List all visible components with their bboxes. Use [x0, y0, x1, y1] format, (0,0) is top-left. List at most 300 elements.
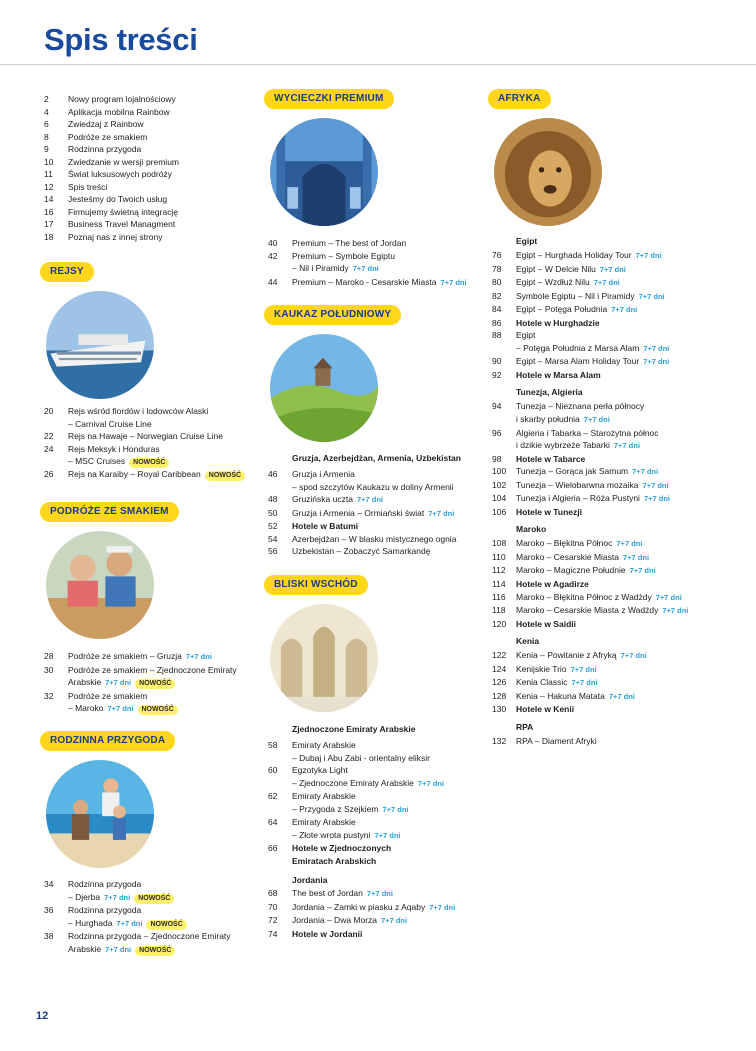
duration-tag: 7+7 dni	[417, 778, 444, 788]
toc-entry-text: Rodzinna przygoda	[68, 144, 142, 155]
toc-entry	[492, 453, 732, 466]
toc-entry	[492, 649, 732, 663]
toc-entry-title	[516, 676, 732, 690]
toc-entry-title	[292, 752, 478, 765]
toc-entry-title	[516, 479, 732, 493]
toc-page-number: 62	[268, 791, 278, 802]
toc-entry	[44, 193, 244, 206]
toc-entry	[268, 752, 478, 765]
toc-entry-title	[68, 468, 254, 481]
toc-entry-title	[68, 904, 254, 917]
duration-tag: 7+7 dni	[655, 592, 682, 602]
toc-entry	[44, 690, 254, 703]
toc-entry-text: – Złote wrota pustyni	[292, 829, 371, 840]
toc-entry-title	[292, 764, 478, 777]
page-title: Spis treści	[44, 22, 198, 57]
toc-entry-title	[68, 418, 254, 431]
toc-entry-title	[292, 829, 478, 843]
toc-page-number	[268, 829, 292, 843]
section-pill-rejsy: REJSY	[40, 262, 94, 282]
duration-tag: 7+7 dni	[642, 480, 669, 490]
country-heading: Maroko	[516, 524, 547, 535]
toc-entry-title	[68, 664, 254, 677]
new-badge: NOWOŚĆ	[135, 946, 175, 956]
toc-page-number: 96	[492, 427, 502, 438]
toc-entry	[44, 106, 244, 119]
toc-entry-text: Egipt – Potęga Południa	[516, 304, 608, 315]
rejsy-list	[44, 405, 254, 481]
toc-entry	[268, 739, 478, 752]
toc-entry	[492, 506, 732, 519]
toc-entry-text: Kenia Classic	[516, 677, 568, 688]
toc-entry-text: – Potęga Południa z Marsa Alam	[516, 342, 640, 353]
toc-page-number: 34	[44, 879, 54, 889]
toc-page-number: 28	[44, 651, 54, 661]
duration-tag: 7+7 dni	[105, 678, 132, 688]
toc-entry-title	[516, 413, 732, 427]
toc-entry	[492, 342, 732, 356]
toc-page-number: 64	[268, 817, 278, 828]
toc-entry	[492, 537, 732, 551]
toc-entry	[268, 777, 478, 791]
toc-entry-text: Egipt – Wzdłuż Nilu	[516, 277, 590, 288]
toc-entry-text: Algieria i Tabarka – Starożytna północ	[516, 427, 659, 438]
duration-tag: 7+7 dni	[643, 494, 671, 504]
toc-entry-title	[68, 193, 244, 206]
toc-entry	[44, 702, 254, 716]
toc-page-number: 54	[268, 533, 278, 544]
toc-entry-text: Emiraty Arabskie	[292, 817, 356, 828]
toc-page-number: 42	[268, 250, 278, 261]
section-pill-wschod: BLISKI WSCHÓD	[264, 575, 368, 595]
toc-entry-title	[292, 803, 478, 817]
country-heading: RPA	[516, 721, 534, 732]
toc-entry-title	[516, 263, 732, 277]
toc-entry	[44, 443, 254, 456]
duration-tag: 7+7 dni	[440, 277, 467, 287]
toc-entry-text: i skarby południa	[516, 414, 580, 425]
toc-page-number: 112	[492, 565, 506, 576]
toc-entry	[268, 803, 478, 817]
duration-tag: 7+7 dni	[374, 830, 401, 840]
toc-entry-title	[68, 218, 244, 231]
toc-entry	[44, 143, 244, 156]
toc-page-number	[44, 418, 68, 431]
toc-entry-text: Kenijskie Trio	[516, 663, 567, 674]
section-pill-afryka: AFRYKA	[488, 89, 551, 109]
toc-entry	[492, 369, 732, 382]
toc-entry-title	[516, 400, 732, 413]
toc-entry-title	[516, 249, 732, 263]
toc-page-number: 12	[44, 181, 54, 192]
toc-entry-text: Egipt	[516, 330, 536, 341]
toc-entry	[44, 430, 254, 443]
toc-entry-text: Azerbejdżan – W blasku mistycznego ognia	[292, 533, 457, 544]
premium-list	[268, 237, 478, 289]
toc-entry	[44, 891, 254, 905]
rodzinna-list	[44, 878, 254, 956]
toc-entry	[492, 290, 732, 304]
toc-page-number: 16	[44, 206, 54, 217]
toc-entry	[492, 618, 732, 631]
toc-page-number: 48	[268, 494, 278, 505]
toc-page-number: 56	[268, 546, 278, 557]
toc-page-number: 36	[44, 905, 54, 916]
toc-entry-text: Symbole Egiptu – Nil i Piramidy	[516, 290, 635, 301]
duration-tag: 7+7 dni	[428, 508, 455, 518]
duration-tag: 7+7 dni	[643, 357, 670, 367]
toc-entry-title	[68, 943, 254, 957]
family-beach-photo	[46, 760, 154, 868]
toc-entry	[44, 156, 244, 169]
toc-entry	[492, 249, 732, 263]
toc-entry	[44, 878, 254, 891]
toc-entry-title	[516, 317, 732, 330]
toc-entry	[44, 904, 254, 917]
toc-page-number	[44, 943, 68, 957]
toc-entry-title	[516, 663, 732, 677]
toc-page-number: 66	[268, 843, 278, 854]
toc-entry	[44, 405, 254, 418]
toc-page-number: 126	[492, 677, 507, 688]
toc-entry	[492, 676, 732, 690]
toc-entry	[268, 914, 478, 928]
toc-entry	[492, 427, 732, 440]
toc-entry	[492, 735, 732, 748]
duration-tag: 7+7 dni	[356, 495, 384, 505]
toc-page-number: 32	[44, 690, 54, 701]
new-badge: NOWOŚĆ	[205, 471, 245, 481]
toc-entry-title	[292, 237, 478, 250]
toc-entry	[492, 465, 732, 479]
toc-page-number: 122	[492, 650, 507, 661]
duration-tag: 7+7 dni	[622, 552, 650, 562]
country-list	[492, 649, 732, 716]
toc-entry	[492, 703, 732, 716]
toc-entry-text: – Hurghada	[68, 917, 113, 928]
toc-entry-title	[516, 649, 732, 663]
toc-page-number: 14	[44, 194, 54, 205]
toc-page-number: 114	[492, 579, 506, 590]
toc-entry	[44, 418, 254, 431]
duration-tag: 7+7 dni	[616, 539, 643, 549]
toc-page-number: 76	[492, 250, 502, 260]
toc-entry-text: Premium – Maroko - Cesarskie Miasta	[292, 276, 437, 287]
toc-page-number: 130	[492, 704, 507, 715]
toc-page-number: 94	[492, 401, 502, 412]
toc-entry-title	[516, 690, 732, 704]
toc-page-number: 82	[492, 290, 502, 301]
toc-entry-title	[292, 790, 478, 803]
toc-entry-text: Egipt – W Delcie Nilu	[516, 263, 596, 274]
duration-tag: 7+7 dni	[635, 251, 662, 260]
toc-entry-title	[516, 604, 732, 618]
toc-entry	[268, 829, 478, 843]
duration-tag: 7+7 dni	[429, 902, 456, 912]
section-pill-smak: PODRÓŻE ZE SMAKIEM	[40, 502, 179, 522]
toc-entry-title	[516, 703, 732, 716]
lion-photo	[494, 118, 602, 226]
toc-page-number: 84	[492, 304, 502, 315]
toc-entry-text: Hotele w Kenii	[516, 704, 575, 715]
toc-page-number: 132	[492, 735, 507, 746]
duration-tag: 7+7 dni	[107, 704, 134, 714]
toc-entry-title	[292, 533, 478, 546]
duration-tag: 7+7 dni	[105, 944, 132, 954]
toc-entry	[268, 816, 478, 829]
toc-page-number: 22	[44, 431, 54, 442]
toc-page-number: 10	[44, 156, 54, 167]
toc-entry-title	[292, 493, 478, 507]
toc-entry-text: Rejs wśród fiordów i lodowców Alaski	[68, 406, 209, 416]
toc-page-number: 52	[268, 521, 278, 532]
new-badge: NOWOŚĆ	[129, 458, 169, 468]
toc-entry-text: Podróże ze smakiem	[68, 131, 148, 142]
toc-entry-text: Świat luksusowych podróży	[68, 169, 172, 180]
toc-entry-text: Jordania – Zamki w piasku z Aqaby	[292, 901, 426, 912]
kaukaz-list	[268, 468, 478, 558]
smak-list	[44, 650, 254, 716]
toc-page-number: 110	[492, 551, 506, 562]
toc-page-number: 11	[44, 169, 53, 180]
toc-entry-text: Nowy program lojalnościowy	[68, 94, 176, 104]
toc-entry-title	[68, 206, 244, 219]
toc-entry-text: Rodzinna przygoda	[68, 879, 142, 889]
toc-entry	[492, 413, 732, 427]
toc-entry-title	[292, 520, 478, 533]
toc-entry	[44, 917, 254, 931]
toc-entry	[44, 943, 254, 957]
toc-page-number	[268, 803, 292, 817]
toc-entry-title	[516, 618, 732, 631]
toc-page-number: 40	[268, 238, 278, 248]
toc-entry-text: Kenia – Hakuna Matata	[516, 690, 605, 701]
country-list	[492, 735, 732, 748]
header-divider	[0, 64, 756, 65]
toc-page-number: 88	[492, 330, 502, 341]
toc-entry-text: Hotele w Hurghadzie	[516, 317, 600, 328]
toc-entry-title	[292, 262, 478, 276]
mosque-dome-photo	[270, 118, 378, 226]
toc-page-number	[44, 891, 68, 905]
duration-tag: 7+7 dni	[381, 916, 408, 926]
toc-entry-text: Business Travel Managment	[68, 219, 176, 230]
toc-entry-title	[292, 545, 478, 558]
toc-entry-text: Kenia – Powitanie z Afryką	[516, 650, 617, 661]
toc-entry-title	[68, 930, 254, 943]
toc-entry-text: – Carnival Cruise Line	[68, 418, 152, 429]
duration-tag: 7+7 dni	[352, 264, 379, 274]
toc-entry-text: Emiraty Arabskie	[292, 791, 356, 802]
toc-page-number: 17	[44, 219, 54, 230]
toc-entry-title	[516, 465, 732, 479]
duration-tag: 7+7 dni	[629, 566, 656, 576]
toc-entry-title	[68, 443, 254, 456]
toc-entry	[44, 168, 244, 181]
toc-entry-title	[68, 168, 244, 181]
toc-entry-title	[68, 181, 244, 194]
toc-page-number: 74	[268, 928, 278, 939]
grand-mosque-photo	[270, 604, 378, 712]
intro-list	[44, 93, 244, 244]
toc-entry-text: – Djerba	[68, 891, 101, 902]
toc-entry	[492, 400, 732, 413]
toc-entry-text: Maroko – Cesarskie Miasta	[516, 551, 619, 562]
toc-page-number: 24	[44, 443, 54, 454]
afryka-groups	[492, 236, 732, 748]
jordan-heading: Jordania	[292, 875, 328, 885]
toc-entry-title	[516, 506, 732, 519]
duration-tag: 7+7 dni	[638, 291, 665, 301]
toc-entry-text: Egipt – Marsa Alam Holiday Tour	[516, 356, 640, 367]
new-badge: NOWOŚĆ	[134, 894, 174, 904]
new-badge: NOWOŚĆ	[146, 920, 186, 930]
toc-entry-title	[68, 676, 254, 690]
toc-entry-title	[292, 842, 478, 855]
toc-entry-title	[68, 156, 244, 169]
toc-entry-text: Tunezja – Wielobarwna mozaika	[516, 479, 639, 490]
toc-page-number	[268, 262, 292, 276]
toc-entry-text: Arabskie	[68, 677, 102, 688]
toc-entry-title	[516, 439, 732, 453]
toc-entry-title	[68, 143, 244, 156]
toc-entry-title	[68, 106, 244, 119]
toc-entry-title	[516, 537, 732, 551]
toc-page-number: 90	[492, 356, 502, 367]
toc-entry-text: – Przygoda z Szejkiem	[292, 803, 379, 814]
toc-entry-title	[68, 917, 254, 931]
duration-tag: 7+7 dni	[599, 264, 626, 274]
toc-entry	[44, 468, 254, 481]
toc-entry-title	[292, 887, 478, 901]
new-badge: NOWOŚĆ	[138, 705, 178, 715]
toc-page-number: 80	[492, 277, 502, 288]
country-heading: Kenia	[516, 636, 540, 647]
toc-entry	[268, 481, 478, 494]
toc-entry-text: – spod szczytów Kaukazu w doliny Armenii	[292, 481, 454, 492]
toc-entry	[268, 855, 478, 868]
toc-entry-text: Egzotyka Light	[292, 765, 348, 776]
toc-entry-text: Arabskie	[68, 943, 102, 954]
toc-entry-title	[68, 93, 244, 106]
cruise-ship-photo	[46, 291, 154, 399]
toc-page-number	[492, 439, 516, 453]
toc-entry	[492, 551, 732, 565]
toc-entry	[268, 262, 478, 276]
toc-entry-title	[68, 131, 244, 144]
toc-entry	[268, 887, 478, 901]
toc-page-number	[44, 702, 68, 716]
toc-entry-title	[292, 739, 478, 752]
toc-entry-text: Rodzinna przygoda	[68, 905, 142, 916]
toc-entry-text: Aplikacja mobilna Rainbow	[68, 106, 170, 117]
toc-entry-title	[292, 777, 478, 791]
toc-entry-text: Emiratach Arabskich	[292, 855, 377, 866]
toc-entry-title	[292, 276, 478, 290]
toc-entry-title	[292, 816, 478, 829]
toc-entry-text: Tunezja – Nieznana perła północy	[516, 401, 645, 412]
toc-entry-title	[292, 901, 478, 915]
food-travel-photo	[46, 531, 154, 639]
duration-tag: 7+7 dni	[643, 343, 670, 353]
toc-entry	[44, 455, 254, 468]
toc-page-number	[268, 777, 292, 791]
duration-tag: 7+7 dni	[613, 441, 640, 451]
toc-entry	[492, 329, 732, 342]
duration-tag: 7+7 dni	[366, 889, 393, 898]
toc-entry-title	[68, 455, 254, 468]
page-number: 12	[36, 1010, 49, 1022]
toc-entry-title	[68, 702, 254, 716]
toc-entry	[44, 676, 254, 690]
toc-entry-text: Hotele w Saidii	[516, 618, 576, 629]
toc-entry-title	[516, 564, 732, 578]
toc-page-number: 128	[492, 690, 507, 701]
toc-entry-text: – Dubaj i Abu Zabi - orientalny eliksir	[292, 752, 430, 763]
duration-tag: 7+7 dni	[620, 651, 647, 661]
toc-page-number: 20	[44, 406, 54, 416]
toc-entry-title	[68, 118, 244, 131]
toc-entry-title	[292, 250, 478, 263]
toc-entry	[44, 930, 254, 943]
toc-entry-text: Egipt – Hurghada Holiday Tour	[516, 250, 632, 260]
toc-entry	[492, 317, 732, 330]
toc-entry-text: – Maroko	[68, 703, 104, 714]
toc-entry-text: Premium – Symbole Egiptu	[292, 250, 395, 261]
toc-page-number: 100	[492, 466, 507, 477]
toc-entry-text: Hotele w Marsa Alam	[516, 369, 601, 380]
toc-entry-text: Podróże ze smakiem – Gruzja	[68, 651, 182, 661]
country-heading: Tunezja, Algieria	[516, 387, 583, 398]
toc-page-number: 60	[268, 765, 278, 776]
toc-entry-text: Hotele w Tabarce	[516, 453, 586, 464]
duration-tag: 7+7 dni	[608, 691, 635, 701]
toc-entry-title	[516, 303, 732, 317]
toc-entry	[492, 591, 732, 605]
toc-entry	[492, 604, 732, 618]
toc-entry-title	[516, 290, 732, 304]
toc-entry-text: Tunezja i Algieria – Róża Pustyni	[516, 493, 640, 504]
toc-entry-text: The best of Jordan	[292, 888, 363, 898]
toc-entry	[268, 764, 478, 777]
toc-entry-text: Emiraty Arabskie	[292, 740, 356, 750]
toc-entry	[268, 790, 478, 803]
toc-page-number: 2	[44, 94, 49, 104]
toc-page-number: 102	[492, 479, 507, 490]
toc-entry	[268, 901, 478, 915]
toc-page-number	[44, 455, 68, 468]
toc-page-number: 116	[492, 591, 506, 602]
toc-entry-title	[68, 891, 254, 905]
toc-entry	[268, 545, 478, 558]
kaukaz-heading: Gruzja, Azerbejdżan, Armenia, Uzbekistan	[292, 453, 461, 463]
duration-tag: 7+7 dni	[185, 652, 212, 661]
toc-page-number: 120	[492, 618, 507, 629]
toc-entry-title	[292, 507, 478, 521]
toc-entry-title	[68, 430, 254, 443]
toc-entry-text: Podróże ze smakiem	[68, 690, 148, 701]
toc-entry-title	[516, 427, 732, 440]
toc-entry	[492, 355, 732, 369]
toc-entry	[492, 263, 732, 277]
toc-page-number	[44, 676, 68, 690]
duration-tag: 7+7 dni	[611, 305, 638, 315]
toc-entry	[268, 276, 478, 290]
toc-entry	[44, 218, 244, 231]
toc-entry-title	[292, 855, 478, 868]
toc-entry	[492, 663, 732, 677]
toc-page-number: 72	[268, 915, 278, 926]
